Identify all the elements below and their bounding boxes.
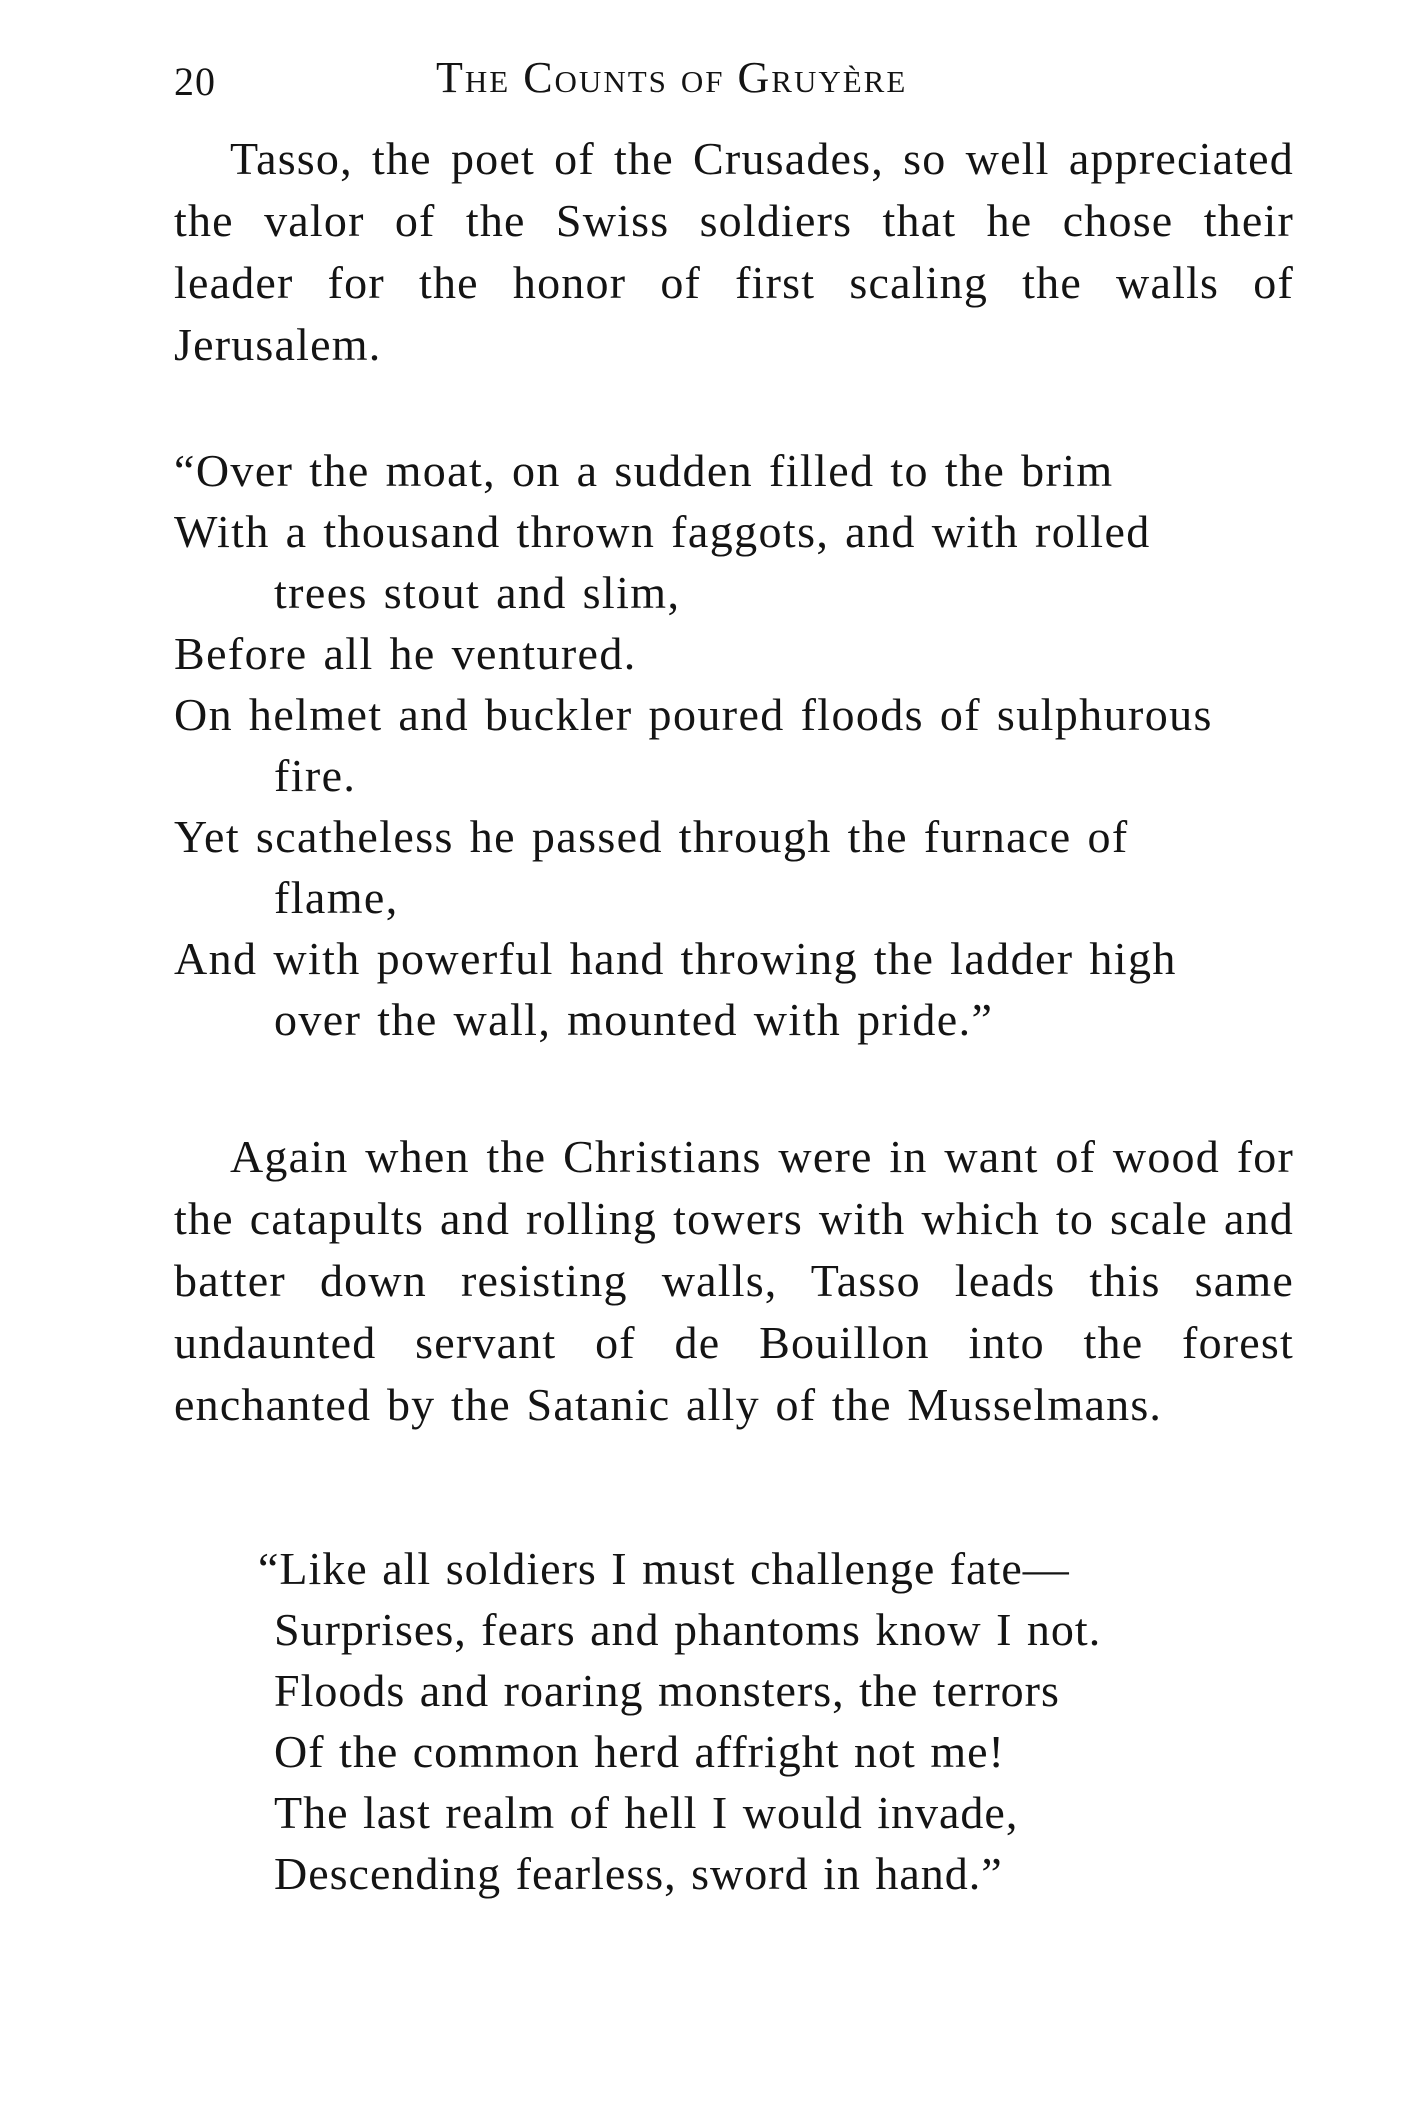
verse-line: Descending fearless, sword in hand.” xyxy=(274,1848,1003,1899)
verse-block-soldier xyxy=(258,1538,1274,1904)
verse-line: “Over the moat, on a sudden filled to the brim xyxy=(174,445,1114,496)
verse-line: “Like all soldiers I must challenge fate— xyxy=(258,1543,1070,1594)
verse-line: Surprises, fears and phantoms know I not. xyxy=(274,1604,1102,1655)
paragraph-text: Tasso, the poet of the Crusades, so well appreciated the valor of the Swiss soldiers that he chose their leader for the honor of first scaling the walls of Jerusalem. xyxy=(174,133,1294,370)
paragraph-text: Again when the Christians were in want of wood for the catapults and rolling towers with which to scale and batter down resisting walls, Tasso leads this same undaunted servant of de Bouillon into the forest enchanted by the Satanic ally of the Musselmans. xyxy=(174,1131,1294,1430)
verse-block-jerusalem xyxy=(174,440,1294,1050)
verse-line: With a thousand thrown faggots, and with rolled xyxy=(174,506,1151,557)
verse-line: And with powerful hand throwing the ladder high xyxy=(174,933,1177,984)
verse-line: The last realm of hell I would invade, xyxy=(274,1787,1019,1838)
verse-line: Floods and roaring monsters, the terrors xyxy=(274,1665,1060,1716)
verse-line: over the wall, mounted with pride.” xyxy=(274,994,994,1045)
page-number: 20 xyxy=(174,59,216,104)
verse-line: Yet scatheless he passed through the furnace of xyxy=(174,811,1129,862)
verse-line: flame, xyxy=(274,872,399,923)
verse-line: Before all he ventured. xyxy=(174,628,637,679)
page-header xyxy=(174,52,1294,122)
verse-line: On helmet and buckler poured floods of sulphurous xyxy=(174,689,1213,740)
paragraph-tasso-intro xyxy=(174,128,1294,376)
verse-line: trees stout and slim, xyxy=(274,567,681,618)
running-head: The Counts of Gruyère xyxy=(436,53,908,102)
paragraph-enchanted-forest xyxy=(174,1126,1294,1436)
verse-line: fire. xyxy=(274,750,357,801)
verse-line: Of the common herd affright not me! xyxy=(274,1726,1005,1777)
